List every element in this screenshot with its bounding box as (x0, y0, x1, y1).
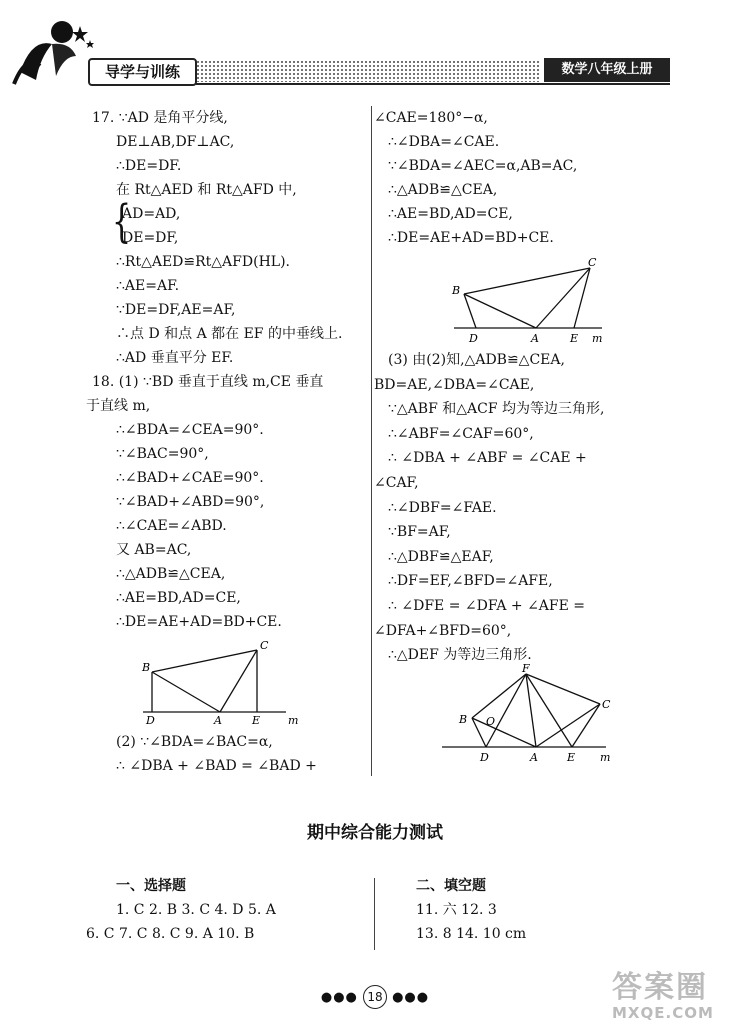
choice-section-title: 一、选择题 (116, 878, 186, 894)
text-line: 17. ∵AD 是角平分线, (92, 110, 228, 126)
watermark-url: MXQE.COM (612, 1004, 714, 1022)
watermark-text: 答案圈 (612, 970, 708, 1005)
section-title: 期中综合能力测试 (307, 823, 443, 843)
text-line: ∴点 D 和点 A 都在 EF 的中垂线上. (116, 326, 343, 342)
text-line: 18. (1) ∵BD 垂直于直线 m,CE 垂直 (92, 374, 324, 390)
fig3-label-b: B (459, 713, 468, 726)
text-line: ∵BF=AF, (388, 524, 451, 541)
fig1-label-e: E (252, 714, 261, 726)
text-line: (2) ∵∠BDA=∠BAC=α, (116, 734, 273, 750)
fig1-label-m: m (288, 714, 299, 726)
fig3-label-c: C (602, 698, 611, 711)
fig2-label-d: D (469, 332, 478, 345)
text-line: DE⊥AB,DF⊥AC, (116, 134, 235, 150)
fig3-label-a: A (530, 751, 538, 764)
fig3-label-o: O (486, 715, 496, 728)
text-line: ∴AD 垂直平分 EF. (116, 350, 234, 366)
footer-dots-left: ●●● (320, 989, 358, 1005)
figure-1-diagram (138, 636, 308, 726)
header-title: 导学与训练 (88, 58, 197, 86)
text-line: AD=AD, (122, 206, 181, 222)
fig2-label-a: A (531, 332, 539, 345)
column-divider (371, 106, 372, 776)
header-logo-icon (6, 14, 96, 92)
text-line: ∠DFA+∠BFD=60°, (374, 622, 512, 639)
text-line: ∴∠CAE=∠ABD. (116, 518, 227, 534)
text-line: ∴∠BAD+∠CAE=90°. (116, 470, 264, 486)
text-line: DE=DF, (122, 230, 179, 246)
text-line: 于直线 m, (86, 398, 151, 414)
header-subject: 数学八年级上册 (544, 58, 670, 82)
header-dot-band (196, 60, 540, 82)
fig3-label-m: m (600, 751, 611, 764)
text-line: 又 AB=AC, (116, 542, 192, 558)
text-line: ∴DE=AE+AD=BD+CE. (116, 614, 282, 630)
text-line: ∴ ∠DFE = ∠DFA + ∠AFE = (388, 598, 586, 614)
fig2-label-b: B (452, 284, 461, 297)
fig2-label-e: E (570, 332, 579, 345)
text-line: ∴AE=AF. (116, 278, 180, 294)
text-line: ∴DE=AE+AD=BD+CE. (388, 230, 554, 246)
choice-answers-line-1: 1. C 2. B 3. C 4. D 5. A (116, 902, 276, 918)
text-line: ∴∠DBA=∠CAE. (388, 134, 500, 150)
equation-brace: { (112, 196, 132, 249)
fig1-label-c: C (260, 639, 269, 652)
text-line: ∴ ∠DBA + ∠ABF = ∠CAE + (388, 450, 587, 467)
figure-2-diagram (442, 254, 622, 346)
page-number: 18 (363, 985, 387, 1009)
text-line: ∴△ADB≌△CEA, (388, 182, 498, 198)
text-line: ∵∠BDA=∠AEC=α,AB=AC, (388, 158, 578, 174)
fill-answers-line-1: 11. 六 12. 3 (416, 902, 497, 918)
text-line: ∴∠DBF=∠FAE. (388, 499, 497, 516)
watermark (612, 972, 744, 1026)
fill-answers-line-2: 13. 8 14. 10 cm (416, 926, 527, 942)
answers-divider (374, 878, 375, 950)
text-line: ∴DF=EF,∠BFD=∠AFE, (388, 573, 553, 590)
fig1-label-a: A (214, 714, 222, 726)
text-line: ∴AE=BD,AD=CE, (388, 206, 513, 222)
page-header (0, 0, 750, 92)
text-line: ∵△ABF 和△ACF 均为等边三角形, (388, 401, 605, 418)
text-line: ∵∠BAC=90°, (116, 446, 209, 462)
text-line: ∠CAF, (374, 475, 419, 491)
fig1-label-d: D (146, 714, 155, 726)
text-line: ∴ ∠DBA + ∠BAD = ∠BAD + (116, 758, 317, 774)
fig2-label-m: m (592, 332, 603, 345)
text-line: ∴∠BDA=∠CEA=90°. (116, 422, 264, 438)
fig3-label-d: D (480, 751, 489, 764)
text-line: ∴△DEF 为等边三角形. (388, 647, 532, 664)
text-line: ∴DE=DF. (116, 158, 182, 174)
text-line: 在 Rt△AED 和 Rt△AFD 中, (116, 182, 297, 198)
fig2-label-c: C (588, 256, 597, 269)
text-line: ∴∠ABF=∠CAF=60°, (388, 425, 534, 442)
text-line: ∠CAE=180°−α, (374, 110, 488, 126)
fig3-label-f: F (522, 662, 530, 675)
text-line: ∴△DBF≌△EAF, (388, 548, 494, 565)
text-line: ∴△ADB≌△CEA, (116, 566, 226, 582)
fill-section-title: 二、填空题 (416, 878, 486, 894)
footer-dots-right: ●●● (392, 989, 430, 1005)
text-line: ∴Rt△AED≌Rt△AFD(HL). (116, 254, 290, 270)
fig3-label-e: E (567, 751, 576, 764)
text-line: ∴AE=BD,AD=CE, (116, 590, 241, 606)
header-rule (196, 83, 670, 85)
figure-3-diagram (440, 662, 620, 766)
fig1-label-b: B (142, 661, 151, 674)
text-line: ∵DE=DF,AE=AF, (116, 302, 236, 318)
text-line: (3) 由(2)知,△ADB≌△CEA, (388, 352, 565, 368)
text-line: BD=AE,∠DBA=∠CAE, (374, 376, 535, 393)
text-line: ∵∠BAD+∠ABD=90°, (116, 494, 265, 510)
choice-answers-line-2: 6. C 7. C 8. C 9. A 10. B (86, 926, 255, 942)
